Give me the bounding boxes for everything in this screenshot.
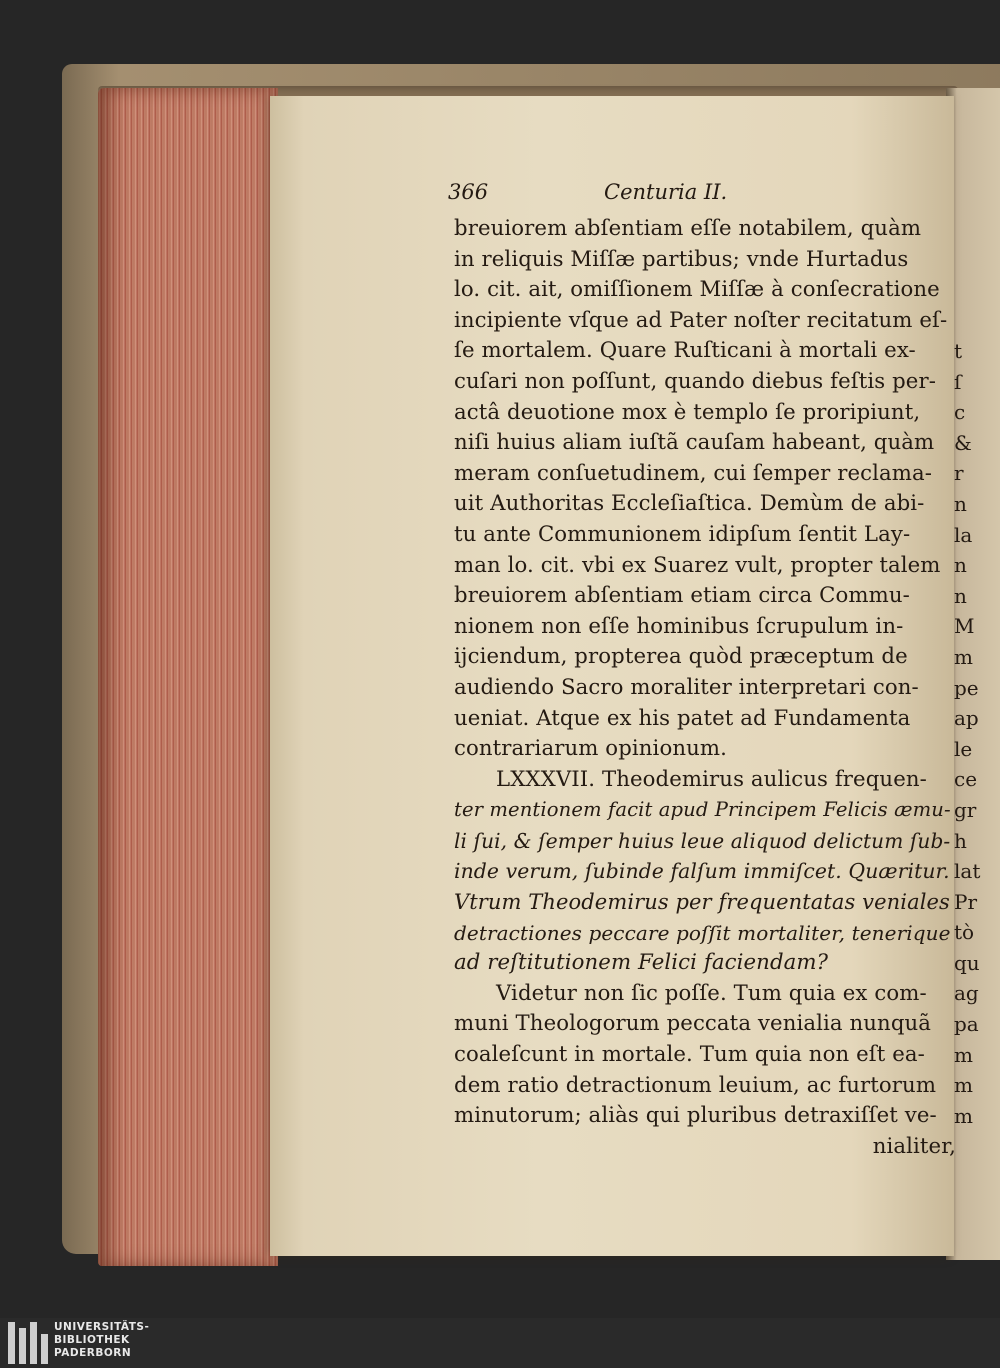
text-line: niſi huius aliam iuſtã cauſam habeant, quàm [454, 430, 935, 456]
text-line: li ſui, & ſemper huius leue aliquod delictum ſub- [454, 828, 951, 853]
facing-page-fragment: c [954, 400, 966, 425]
facing-page-fragment: pa [954, 1012, 979, 1037]
facing-page-fragment: & [954, 430, 972, 455]
text-lines [454, 214, 956, 1162]
facing-page-fragment: n [954, 491, 967, 516]
text-line: cuſari non poſſunt, quando diebus feſtis per- [454, 368, 936, 394]
facing-page-fragment: pe [954, 675, 979, 700]
library-name-line1: UNIVERSITÄTS- [54, 1321, 150, 1333]
page-number: 366 [448, 180, 489, 204]
facing-page-fragment: m [954, 644, 973, 669]
page-fore-edge [98, 88, 278, 1266]
facing-page-fragment: ſ [954, 369, 962, 394]
facing-page-fragment: r [954, 461, 964, 486]
facing-page-fragment: m [954, 1042, 973, 1067]
text-line: nialiter, [872, 1133, 956, 1159]
facing-page-fragment: Pr [954, 889, 978, 914]
text-line: breuiorem abſentiam eſſe notabilem, quàm [454, 216, 922, 241]
facing-page-fragment: t [954, 339, 963, 363]
text-line: audiendo Sacro moraliter interpretari con- [454, 674, 919, 700]
text-line: lo. cit. ait, omiſſionem Miſſæ à conſecratione [454, 277, 940, 303]
text-line: in reliquis Miſſæ partibus; vnde Hurtadus [454, 246, 909, 272]
page-header [448, 180, 956, 214]
facing-page-fragment: M [954, 614, 975, 639]
text-line: ad reſtitutionem Felici faciendam? [454, 950, 829, 976]
facing-page-fragment: m [954, 1073, 973, 1098]
facing-page-fragment: gr [954, 797, 977, 822]
text-line: muni Theologorum peccata venialia nunquã [454, 1011, 932, 1037]
library-footer [0, 1318, 1000, 1368]
text-line: Videtur non ſic poſſe. Tum quia ex com- [496, 980, 927, 1006]
library-name-line2: BIBLIOTHEK [54, 1334, 130, 1346]
text-line: coaleſcunt in mortale. Tum quia non eſt ea- [454, 1042, 925, 1068]
text-line: contrariarum opinionum. [454, 736, 727, 762]
library-name-line3: PADERBORN [54, 1347, 132, 1359]
text-line: actâ deuotione mox è templo ſe proripiunt, [454, 399, 921, 425]
text-line: man lo. cit. vbi ex Suarez vult, propter talem [454, 552, 941, 578]
text-line: dem ratio detractionum leuium, ac furtorum [454, 1072, 937, 1098]
facing-page-fragment: qu [954, 950, 980, 975]
facing-page-text [954, 336, 1000, 1131]
text-line: meram conſuetudinem, cui ſemper reclama- [454, 460, 933, 486]
text-line: minutorum; aliàs qui pluribus detraxiſſet ve- [454, 1103, 937, 1129]
facing-page-fragment: n [954, 553, 967, 578]
facing-page-fragment: ap [954, 706, 979, 731]
text-line: uit Authoritas Eccleſiaſtica. Demùm de abi- [454, 491, 925, 517]
page-text-block [448, 180, 956, 1162]
text-line: Vtrum Theodemirus per frequentatas veniales [454, 890, 950, 915]
text-line: ueniat. Atque ex his patet ad Fundamenta [454, 705, 911, 731]
text-line: tu ante Communionem idipſum ſentit Lay- [454, 521, 911, 547]
facing-page-fragment: m [954, 1103, 973, 1128]
text-line: LXXXVII. Theodemirus aulicus frequen- [496, 766, 927, 792]
facing-page-fragment: n [954, 583, 967, 608]
text-line: incipiente vſque ad Pater noſter recitatum eſ- [454, 307, 948, 333]
facing-page-fragment: ce [954, 767, 978, 792]
running-head: Centuria II. [604, 180, 728, 204]
facing-page-fragment: lat [954, 859, 981, 884]
facing-page-fragment: ag [954, 981, 979, 1006]
text-line: breuiorem abſentiam etiam circa Commu- [454, 583, 910, 609]
text-line: ijciendum, propterea quòd præceptum de [454, 644, 908, 670]
facing-page-fragment: h [954, 828, 967, 853]
facing-page-fragment: le [954, 736, 973, 761]
text-line: ſe mortalem. Quare Ruſticani à mortali ex- [454, 338, 916, 364]
library-name [54, 1321, 149, 1360]
text-line: inde verum, ſubinde falſum immiſcet. Quæritur. [454, 859, 950, 884]
library-logo-icon [8, 1322, 48, 1364]
text-line: nionem non eſſe hominibus ſcrupulum in- [454, 613, 904, 639]
text-line: ter mentionem facit apud Principem Felicis æmu- [454, 798, 951, 822]
facing-page-fragment: tò [954, 920, 975, 945]
text-line: detractiones peccare poſſit mortaliter, tenerique [454, 920, 951, 945]
book-page [270, 96, 954, 1256]
facing-page-fragment: la [954, 522, 973, 547]
